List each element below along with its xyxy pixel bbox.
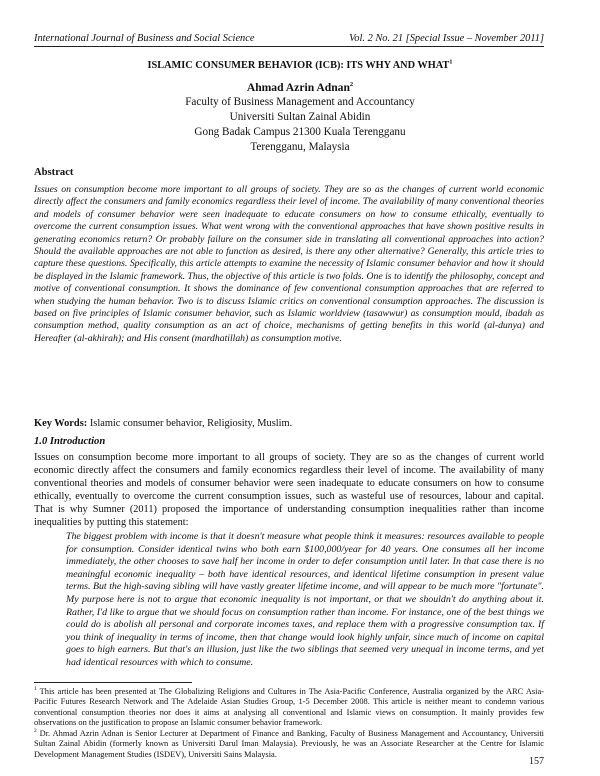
footnote-2-mark: 2: [34, 728, 37, 735]
footnote-1-mark: 1: [34, 686, 37, 693]
footnote-1-text: This article has been presented at The Globalizing Religions and Cultures in The Asia-Pacific Conference, Australia organized by the ARC Asia-Pacific Futures Research Network and The Adelaide Asian Studies Group, 1-5 December 2008. This article is neither meant to condemn various conventional consumption theories nor does it aims at analysing all conventional and Islamic views on consumption. It mainly provides few observations on the justification to propose an Islamic consumer behavior framework.: [34, 687, 544, 727]
running-head: [34, 32, 544, 47]
keywords-label: Key Words:: [34, 418, 88, 429]
issue-info: Vol. 2 No. 21 [Special Issue – November 2011]: [349, 33, 544, 44]
affiliation-line-4: Terengganu, Malaysia: [250, 141, 350, 153]
footnote-2: [34, 729, 544, 760]
affiliation-line-2: Universiti Sultan Zainal Abidin: [229, 111, 371, 123]
paper-title-text: ISLAMIC CONSUMER BEHAVIOR (ICB): ITS WHY AND WHAT: [147, 60, 450, 71]
abstract-text: Issues on consumption become more important to all groups of society. They are so as the changes of current world economic directly affect the consumers and family economics regardless their level of income. The availability of many conventional theories and models of consumer behavior were seen inadequate to educate consumers on how to consume ethically, eventually to overcome the current consumption issues. What went wrong with the conventional approaches that have shown positive results in generating economics return? Or probably failure on the consumer side in translating all conventional approaches into action? Should the available approaches are not able to function as desired, is there any other alternative? Generally, this article tries to capture these questions. Specifically, this article attempts to examine the necessity of Islamic consumer behavior and how it should be displayed in the Islamic framework. Thus, the objective of this article is two folds. One is to identify the philosophy, concept and motive of conventional consumption. It shows the dominance of few conventional consumption approaches that are referred to when studying the human behavior. Two is to discuss Islamic critics on conventional consumption approaches. The discussion is based on five principles of Islamic consumer behavior, such as Islamic worldview (tasawwur) as consumption mould, ibadah as consumption method, quality consumption as an act of choice, mechanisms of getting benefits in this world (al-dunya) and Hereafter (al-akhirah); and His consent (mardhatillah) as consumption motive.: [34, 184, 544, 344]
paper-title: [0, 60, 600, 71]
footnote-2-text: Dr. Ahmad Azrin Adnan is Senior Lecturer at Department of Finance and Banking, Faculty of Business Management and Accountancy, Universiti Sultan Zainal Abidin (formerly known as Universiti Darul Iman Malaysia). Previously, he was an Associate Researcher at the Centre for Islamic Development Management Studies (ISDEV), Universiti Sains Malaysia.: [34, 729, 545, 759]
affiliation-line-1: Faculty of Business Management and Accountancy: [185, 96, 415, 108]
affiliation-line-3: Gong Badak Campus 21300 Kuala Terengganu: [194, 126, 406, 138]
journal-name: International Journal of Business and Social Science: [34, 33, 255, 44]
author-footnote-mark[interactable]: 2: [349, 81, 354, 89]
title-footnote-mark[interactable]: 1: [449, 58, 453, 66]
introduction-paragraph: Issues on consumption become more important to all groups of society. They are so as the changes of current world economic directly affect the consumers and family economics regardless their level of income. The availability of many conventional theories and models of consumer behavior were seen inadequate to educate consumers on how to consume ethically, eventually to overcome the current consumption issues, such as wasteful use of resources, labour and capital. That is why Sumner (2011) proposed the importance of understanding consumption inequalities rather than income inequalities by putting this statement:: [34, 452, 544, 528]
keywords-text: Islamic consumer behavior, Religiosity, Muslim.: [89, 418, 293, 429]
introduction-heading: 1.0 Introduction: [34, 436, 106, 447]
abstract-heading: Abstract: [34, 167, 74, 178]
footnote-divider: [34, 682, 192, 683]
author-name: [0, 81, 600, 94]
author-name-text: Ahmad Azrin Adnan: [246, 81, 350, 94]
page-number: 157: [529, 756, 544, 767]
footnote-1: [34, 687, 544, 728]
block-quote: The biggest problem with income is that it doesn't measure what people think it measures: resources available to people for consumption. Consider identical twins who both earn $100,000/year for 40 years. One consumes all her income immediately, the other chooses to save half her income in order to defer consumption until later. In that case there is no meaningful economic inequality – both have identical resources, and identical lifetime consumption in present value terms. But the high-saving sibling will have vastly greater lifetime income, and will appear to be much more "fortunate". My purpose here is not to argue that economic inequality is not important, or that we shouldn't do anything about it. Rather, I'd like to argue that we should focus on consumption rather than income. For instance, one of the best things we could do is abolish all personal and corporate incomes taxes, and replace them with a progressive consumption tax. If you think of inequality in terms of income, then that change would look highly unfair, since much of income on capital goes to high earners. But that's an illusion, just like the two siblings that seemed very unequal in income terms, and yet had identical resources with which to consume.: [66, 531, 544, 668]
keywords: [34, 418, 544, 429]
